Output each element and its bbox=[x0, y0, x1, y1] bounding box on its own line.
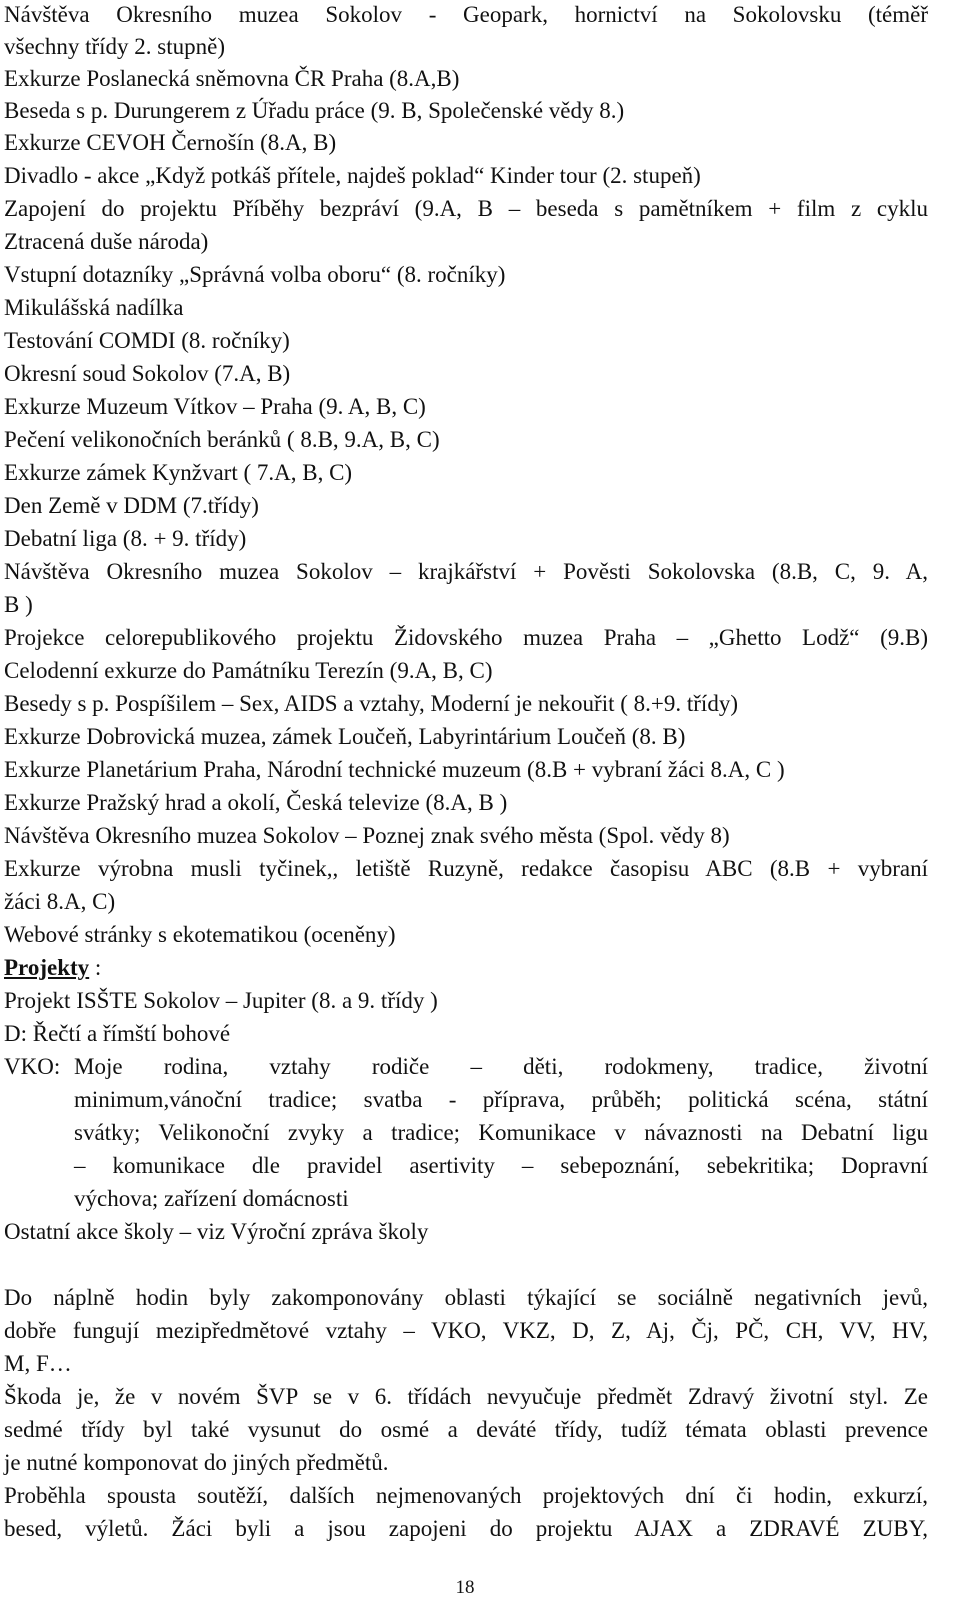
activity-line: Exkurze Pražský hrad a okolí, Česká televize (8.A, B ) bbox=[4, 790, 508, 815]
activity-line: Mikulášská nadílka bbox=[4, 295, 184, 320]
activity-line: Vstupní dotazníky „Správná volba oboru“ (8. ročníky) bbox=[4, 262, 506, 287]
activity-line: Exkurze Planetárium Praha, Národní technické muzeum (8.B + vybraní žáci 8.A, C ) bbox=[4, 757, 785, 782]
activity-line: Návštěva Okresního muzea Sokolov - Geopark, hornictví na Sokolovsku (téměř bbox=[4, 2, 928, 27]
vko-line: – komunikace dle pravidel asertivity – sebepoznání, sebekritika; Dopravní bbox=[74, 1153, 928, 1178]
activity-line: Testování COMDI (8. ročníky) bbox=[4, 328, 290, 353]
paragraph-line: dobře fungují mezipředmětové vztahy – VKO, VKZ, D, Z, Aj, Čj, PČ, CH, VV, HV, bbox=[4, 1318, 928, 1343]
activity-line: Exkurze Muzeum Vítkov – Praha (9. A, B, C) bbox=[4, 394, 426, 419]
activity-line: Debatní liga (8. + 9. třídy) bbox=[4, 526, 247, 551]
activity-line: Návštěva Okresního muzea Sokolov – Poznej znak svého města (Spol. vědy 8) bbox=[4, 823, 730, 848]
paragraph-line: je nutné komponovat do jiných předmětů. bbox=[4, 1450, 389, 1475]
vko-line: minimum,vánoční tradice; svatba - příprava, průběh; politická scéna, státní bbox=[74, 1087, 928, 1112]
project-line: Projekt ISŠTE Sokolov – Jupiter (8. a 9. třídy ) bbox=[4, 988, 438, 1013]
activity-line: Divadlo - akce „Když potkáš přítele, najdeš poklad“ Kinder tour (2. stupeň) bbox=[4, 163, 701, 188]
activity-line: Exkurze zámek Kynžvart ( 7.A, B, C) bbox=[4, 460, 353, 485]
activity-line: Zapojení do projektu Příběhy bezpráví (9.A, B – beseda s pamětníkem + film z cyklu bbox=[4, 196, 928, 221]
activity-line: Exkurze výrobna musli tyčinek,, letiště Ruzyně, redakce časopisu ABC (8.B + vybraní bbox=[4, 856, 928, 881]
activity-line: Pečení velikonočních beránků ( 8.B, 9.A, B, C) bbox=[4, 427, 440, 452]
activity-line: Besedy s p. Pospíšilem – Sex, AIDS a vztahy, Moderní je nekouřit ( 8.+9. třídy) bbox=[4, 691, 738, 716]
activity-line: B ) bbox=[4, 592, 33, 617]
paragraph-line: Proběhla spousta soutěží, dalších nejmenovaných projektových dní či hodin, exkurzí, bbox=[4, 1483, 928, 1508]
activity-line: Návštěva Okresního muzea Sokolov – krajkářství + Pověsti Sokolovska (8.B, C, 9. A, bbox=[4, 559, 928, 584]
activity-line: Celodenní exkurze do Památníku Terezín (9.A, B, C) bbox=[4, 658, 493, 683]
vko-label: VKO: bbox=[4, 1054, 61, 1079]
paragraph-line: M, F… bbox=[4, 1351, 72, 1376]
activity-line: Exkurze Dobrovická muzea, zámek Loučeň, Labyrintárium Loučeň (8. B) bbox=[4, 724, 686, 749]
activity-line: všechny třídy 2. stupně) bbox=[4, 34, 226, 59]
paragraph-line: Do náplně hodin byly zakomponovány oblasti týkající se sociálně negativních jevů, bbox=[4, 1285, 928, 1310]
activity-line: Projekce celorepublikového projektu Židovského muzea Praha – „Ghetto Lodž“ (9.B) bbox=[4, 625, 928, 650]
activity-line: Den Země v DDM (7.třídy) bbox=[4, 493, 259, 518]
paragraph-line: Škoda je, že v novém ŠVP se v 6. třídách nevyučuje předmět Zdravý životní styl. Ze bbox=[4, 1384, 928, 1409]
projects-colon: : bbox=[89, 955, 102, 980]
activity-line: Exkurze Poslanecká sněmovna ČR Praha (8.A,B) bbox=[4, 66, 460, 91]
paragraph-line: sedmé třídy byl také vysunut do osmé a deváté třídy, tudíž témata oblasti prevence bbox=[4, 1417, 928, 1442]
activity-line: Okresní soud Sokolov (7.A, B) bbox=[4, 361, 291, 386]
vko-line: svátky; Velikonoční zvyky a tradice; Komunikace v návaznosti na Debatní ligu bbox=[74, 1120, 928, 1145]
paragraph-line: besed, výletů. Žáci byli a jsou zapojeni do projektu AJAX a ZDRAVÉ ZUBY, bbox=[4, 1516, 928, 1541]
page-number: 18 bbox=[455, 1577, 475, 1598]
activity-line: žáci 8.A, C) bbox=[4, 889, 116, 914]
activity-line: Webové stránky s ekotematikou (oceněny) bbox=[4, 922, 396, 947]
projects-heading-line bbox=[4, 953, 101, 983]
activity-line: Ztracená duše národa) bbox=[4, 229, 209, 254]
project-line: D: Řečtí a římští bohové bbox=[4, 1021, 231, 1046]
other-actions-line: Ostatní akce školy – viz Výroční zpráva školy bbox=[4, 1219, 429, 1244]
activity-line: Beseda s p. Durungerem z Úřadu práce (9. B, Společenské vědy 8.) bbox=[4, 98, 625, 123]
activity-line: Exkurze CEVOH Černošín (8.A, B) bbox=[4, 130, 337, 155]
vko-line: výchova; zařízení domácnosti bbox=[74, 1186, 349, 1211]
vko-line: Moje rodina, vztahy rodiče – děti, rodokmeny, tradice, životní bbox=[74, 1054, 928, 1079]
projects-heading: Projekty bbox=[4, 955, 90, 980]
